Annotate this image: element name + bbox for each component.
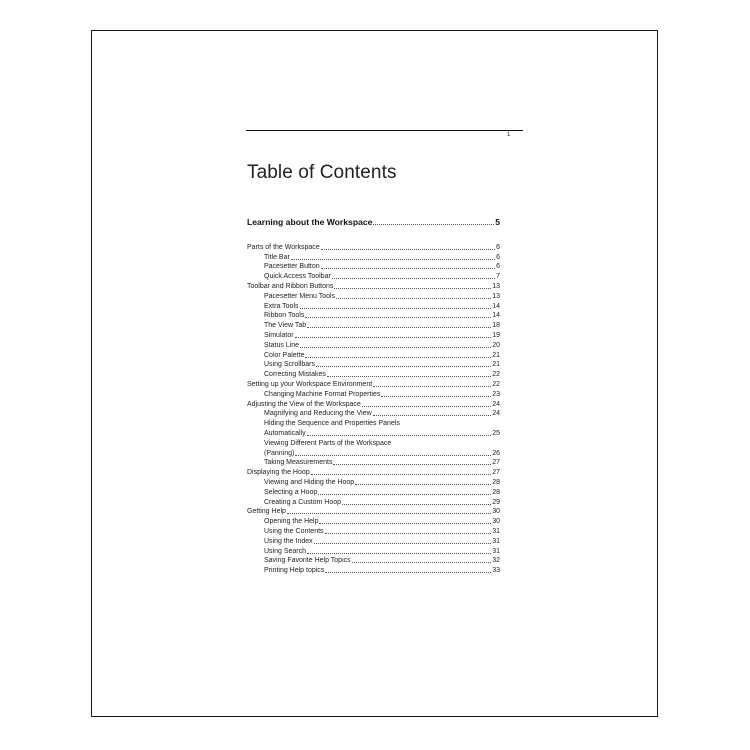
toc-entry-page: 7 [496,273,500,281]
toc-entry-page: 6 [496,243,500,251]
toc-entry-page: 27 [492,459,500,467]
table-of-contents [247,215,500,575]
toc-leader-dots [332,278,495,279]
toc-entry-page: 33 [492,567,500,575]
toc-entry-label: Viewing Different Parts of the Workspace [264,439,392,447]
toc-entry[interactable] [247,477,500,487]
toc-leader-dots [300,308,492,309]
toc-entry[interactable] [247,340,500,350]
toc-entry-page: 14 [492,302,500,310]
toc-entry-label: Creating a Custom Hoop [264,498,342,506]
toc-entry-label: Hiding the Sequence and Properties Panels [264,420,400,428]
toc-leader-dots [314,543,492,544]
toc-entry-label: Correcting Mistakes [264,371,326,379]
header-rule [246,130,523,131]
toc-leader-dots [342,504,491,505]
toc-chapter-label: Learning about the Workspace [247,217,373,227]
toc-entry-label: Toolbar and Ribbon Buttons [247,282,334,290]
toc-entry[interactable] [247,242,500,252]
toc-leader-dots [321,268,495,269]
toc-entry-page: 30 [492,508,500,516]
toc-entry-page: 25 [492,429,500,437]
toc-entry-label: Title Bar [264,253,290,261]
toc-chapter-entry[interactable] [247,215,500,227]
toc-entry-label: Magnifying and Reducing the View [264,410,372,418]
toc-entry[interactable] [247,379,500,389]
page-number: 1 [507,132,511,138]
toc-entry-label: (Panning) [264,449,295,457]
toc-entry-label: Quick Access Toolbar [264,273,331,281]
toc-entry-label: Color Palette [264,351,305,359]
toc-entry[interactable] [247,536,500,546]
toc-leader-dots [300,347,491,348]
toc-entry-page: 31 [492,537,500,545]
toc-entry[interactable] [247,467,500,477]
toc-entry-label: Setting up your Workspace Environment [247,380,373,388]
toc-entry[interactable] [247,252,500,262]
toc-leader-dots [352,562,492,563]
toc-entry[interactable] [247,291,500,301]
toc-entry-label: Changing Machine Format Properties [264,390,381,398]
toc-entry-page: 31 [492,527,500,535]
toc-entry[interactable] [247,271,500,281]
toc-entry[interactable] [247,458,500,468]
toc-entry[interactable] [247,565,500,575]
toc-entry[interactable] [247,330,500,340]
toc-leader-dots [291,259,495,260]
toc-leader-dots [373,224,494,225]
toc-leader-dots [318,494,491,495]
toc-entry[interactable] [247,311,500,321]
toc-entry-label: Parts of the Workspace [247,243,320,251]
toc-leader-dots [287,513,491,514]
toc-entry-page: 6 [496,263,500,271]
toc-entry[interactable] [247,369,500,379]
toc-entry[interactable] [247,418,500,428]
toc-leader-dots [305,317,491,318]
toc-entry[interactable] [247,448,500,458]
toc-entry-label: Status Line [264,341,300,349]
toc-entry-label: Opening the Help [264,518,319,526]
toc-entry-label: Saving Favorite Help Topics [264,557,351,565]
toc-entry-label: Pacesetter Button [264,263,320,271]
toc-entry-page: 29 [492,498,500,506]
toc-entry[interactable] [247,389,500,399]
toc-leader-dots [334,288,491,289]
toc-leader-dots [307,327,491,328]
toc-leader-dots [321,249,495,250]
toc-leader-dots [305,357,491,358]
toc-entry[interactable] [247,281,500,291]
toc-leader-dots [327,376,491,377]
toc-entry-label: Adjusting the View of the Workspace [247,400,361,408]
toc-entry-page: 20 [492,341,500,349]
toc-entry-label: Pacesetter Menu Tools [264,292,336,300]
toc-leader-dots [381,396,491,397]
toc-leader-dots [362,406,491,407]
toc-entry[interactable] [247,516,500,526]
toc-entry-page: 6 [496,253,500,261]
toc-entry-label: Automatically [264,429,306,437]
toc-entry-page: 22 [492,371,500,379]
toc-entry-page: 28 [492,478,500,486]
toc-entry-label: Using the Index [264,537,313,545]
toc-chapter-page: 5 [495,217,500,227]
toc-leader-dots [295,337,492,338]
toc-entry[interactable] [247,526,500,536]
toc-entry-label: Viewing and Hiding the Hoop [264,478,355,486]
toc-entry-page: 28 [492,488,500,496]
toc-entry[interactable] [247,399,500,409]
toc-entry-page: 21 [492,361,500,369]
toc-entry-label: Using Search [264,547,307,555]
toc-leader-dots [336,298,491,299]
toc-entry-page: 19 [492,331,500,339]
toc-entry-label: Using Scrollbars [264,361,315,369]
toc-entry-label: Extra Tools [264,302,299,310]
toc-entry-page: 30 [492,518,500,526]
toc-leader-dots [307,435,492,436]
toc-entry[interactable] [247,507,500,517]
toc-entry[interactable] [247,360,500,370]
toc-entry-label: The View Tab [264,322,307,330]
toc-entry-label: Simulator [264,331,294,339]
toc-entry-page: 27 [492,469,500,477]
toc-entry-page: 13 [492,292,500,300]
toc-leader-dots [333,464,491,465]
toc-leader-dots [307,553,491,554]
toc-entry[interactable] [247,320,500,330]
toc-entry[interactable] [247,262,500,272]
toc-leader-dots [316,366,491,367]
toc-leader-dots [311,474,492,475]
toc-entry-page: 24 [492,410,500,418]
toc-entry-label: Displaying the Hoop [247,469,310,477]
toc-entry-label: Selecting a Hoop [264,488,318,496]
toc-entry-page: 32 [492,557,500,565]
toc-entry-page: 13 [492,282,500,290]
toc-entry-page: 26 [492,449,500,457]
toc-leader-dots [373,386,491,387]
toc-entry-page: 31 [492,547,500,555]
toc-leader-dots [355,484,491,485]
toc-entry[interactable] [247,556,500,566]
toc-entry-page: 23 [492,390,500,398]
toc-entry[interactable] [247,497,500,507]
toc-entry-list [247,242,500,575]
toc-entry-label: Taking Measurements [264,459,333,467]
toc-entry-page: 18 [492,322,500,330]
toc-entry-label: Printing Help topics [264,567,325,575]
toc-entry-page: 14 [492,312,500,320]
toc-entry[interactable] [247,546,500,556]
toc-leader-dots [295,455,491,456]
toc-entry[interactable] [247,438,500,448]
toc-entry-page: 21 [492,351,500,359]
toc-entry[interactable] [247,487,500,497]
page-title: Table of Contents [247,162,397,183]
toc-leader-dots [325,533,492,534]
toc-leader-dots [325,572,491,573]
toc-entry[interactable] [247,409,500,419]
toc-entry[interactable] [247,428,500,438]
toc-entry-label: Using the Contents [264,527,324,535]
toc-entry-label: Ribbon Tools [264,312,305,320]
toc-leader-dots [319,523,491,524]
toc-leader-dots [373,415,492,416]
toc-entry-page: 22 [492,380,500,388]
toc-entry-page: 24 [492,400,500,408]
toc-entry[interactable] [247,350,500,360]
toc-entry-label: Getting Help [247,508,286,516]
toc-entry[interactable] [247,301,500,311]
